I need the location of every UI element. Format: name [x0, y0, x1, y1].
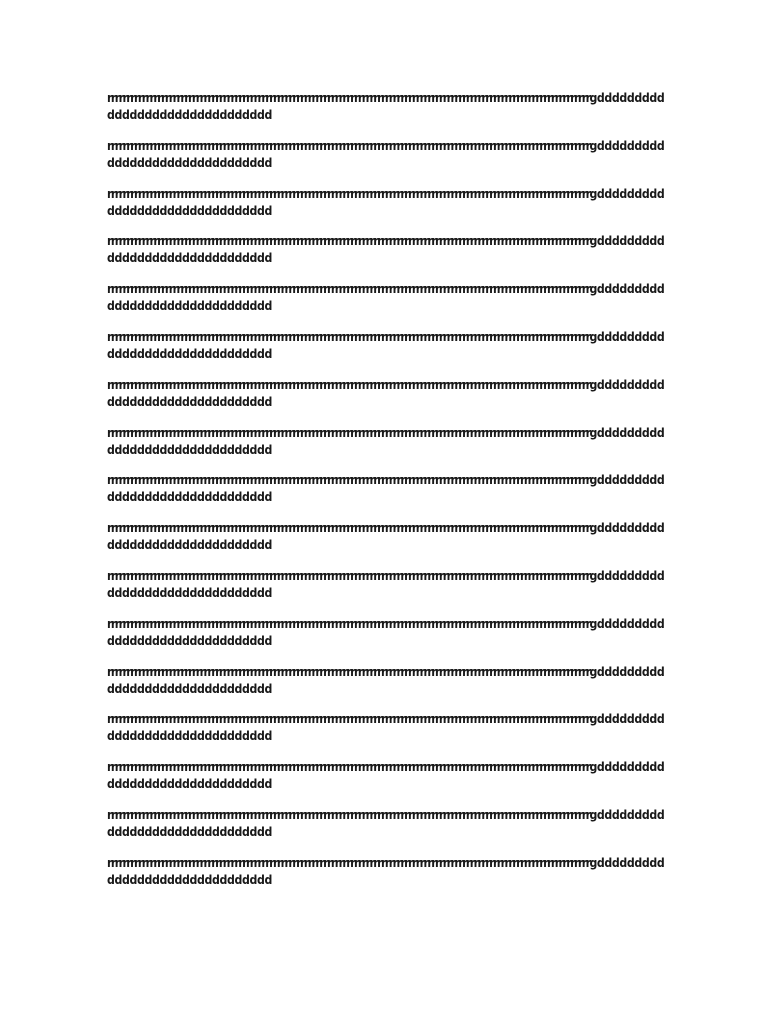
paragraph-line-2: dddddddddddddddddddddd: [107, 872, 272, 887]
paragraph: [107, 281, 667, 329]
paragraph-line-2: dddddddddddddddddddddd: [107, 108, 272, 122]
gd-character-run: gddddddddd: [589, 616, 665, 631]
paragraph-line-1: [107, 759, 667, 776]
paragraph-line-1: [107, 616, 667, 633]
paragraph-line-1: [107, 520, 667, 537]
gd-character-run: gddddddddd: [589, 664, 665, 679]
paragraph: [107, 711, 667, 759]
r-character-run: rrrrrrrrrrrrrrrrrrrrrrrrrrrrrrrrrrrrrrrrrrrrrrrrrrrrrrrrrrrrrrrrrrrrrrrrrrrrrrrrrrrrrrrrrrrrrrrrrrrrrrrrrrrrrrrrrrrrrrrrrrrrr: [107, 760, 590, 775]
gd-character-run: gddddddddd: [589, 138, 665, 153]
gd-character-run: gddddddddd: [589, 473, 665, 488]
paragraph-line-2: dddddddddddddddddddddd: [107, 777, 272, 792]
paragraph-line-2: dddddddddddddddddddddd: [107, 633, 272, 648]
paragraph-line-1: [107, 568, 667, 585]
r-character-run: rrrrrrrrrrrrrrrrrrrrrrrrrrrrrrrrrrrrrrrrrrrrrrrrrrrrrrrrrrrrrrrrrrrrrrrrrrrrrrrrrrrrrrrrrrrrrrrrrrrrrrrrrrrrrrrrrrrrrrrrrrrrr: [107, 807, 590, 822]
gd-character-run: gddddddddd: [589, 760, 665, 775]
r-character-run: rrrrrrrrrrrrrrrrrrrrrrrrrrrrrrrrrrrrrrrrrrrrrrrrrrrrrrrrrrrrrrrrrrrrrrrrrrrrrrrrrrrrrrrrrrrrrrrrrrrrrrrrrrrrrrrrrrrrrrrrrrrrr: [107, 855, 590, 870]
paragraph-line-2: dddddddddddddddddddddd: [107, 538, 272, 553]
r-character-run: rrrrrrrrrrrrrrrrrrrrrrrrrrrrrrrrrrrrrrrrrrrrrrrrrrrrrrrrrrrrrrrrrrrrrrrrrrrrrrrrrrrrrrrrrrrrrrrrrrrrrrrrrrrrrrrrrrrrrrrrrrrrr: [107, 568, 590, 583]
gd-character-run: gddddddddd: [589, 91, 665, 105]
gd-character-run: gddddddddd: [589, 186, 665, 201]
r-character-run: rrrrrrrrrrrrrrrrrrrrrrrrrrrrrrrrrrrrrrrrrrrrrrrrrrrrrrrrrrrrrrrrrrrrrrrrrrrrrrrrrrrrrrrrrrrrrrrrrrrrrrrrrrrrrrrrrrrrrrrrrrrrr: [107, 91, 590, 105]
gd-character-run: gddddddddd: [589, 234, 665, 249]
paragraph-line-1: [107, 138, 667, 155]
paragraph: [107, 472, 667, 520]
paragraph: [107, 186, 667, 234]
r-character-run: rrrrrrrrrrrrrrrrrrrrrrrrrrrrrrrrrrrrrrrrrrrrrrrrrrrrrrrrrrrrrrrrrrrrrrrrrrrrrrrrrrrrrrrrrrrrrrrrrrrrrrrrrrrrrrrrrrrrrrrrrrrrr: [107, 664, 590, 679]
r-character-run: rrrrrrrrrrrrrrrrrrrrrrrrrrrrrrrrrrrrrrrrrrrrrrrrrrrrrrrrrrrrrrrrrrrrrrrrrrrrrrrrrrrrrrrrrrrrrrrrrrrrrrrrrrrrrrrrrrrrrrrrrrrrr: [107, 329, 590, 344]
gd-character-run: gddddddddd: [589, 329, 665, 344]
paragraph-line-1: [107, 377, 667, 394]
gd-character-run: gddddddddd: [589, 855, 665, 870]
r-character-run: rrrrrrrrrrrrrrrrrrrrrrrrrrrrrrrrrrrrrrrrrrrrrrrrrrrrrrrrrrrrrrrrrrrrrrrrrrrrrrrrrrrrrrrrrrrrrrrrrrrrrrrrrrrrrrrrrrrrrrrrrrrrr: [107, 521, 590, 536]
paragraph: [107, 138, 667, 186]
paragraph-line-1: [107, 281, 667, 298]
gd-character-run: gddddddddd: [589, 425, 665, 440]
r-character-run: rrrrrrrrrrrrrrrrrrrrrrrrrrrrrrrrrrrrrrrrrrrrrrrrrrrrrrrrrrrrrrrrrrrrrrrrrrrrrrrrrrrrrrrrrrrrrrrrrrrrrrrrrrrrrrrrrrrrrrrrrrrrr: [107, 282, 590, 297]
paragraph-line-2: dddddddddddddddddddddd: [107, 585, 272, 600]
paragraph: [107, 90, 667, 138]
paragraph-line-2: dddddddddddddddddddddd: [107, 442, 272, 457]
paragraph: [107, 664, 667, 712]
paragraph: [107, 329, 667, 377]
r-character-run: rrrrrrrrrrrrrrrrrrrrrrrrrrrrrrrrrrrrrrrrrrrrrrrrrrrrrrrrrrrrrrrrrrrrrrrrrrrrrrrrrrrrrrrrrrrrrrrrrrrrrrrrrrrrrrrrrrrrrrrrrrrrr: [107, 425, 590, 440]
r-character-run: rrrrrrrrrrrrrrrrrrrrrrrrrrrrrrrrrrrrrrrrrrrrrrrrrrrrrrrrrrrrrrrrrrrrrrrrrrrrrrrrrrrrrrrrrrrrrrrrrrrrrrrrrrrrrrrrrrrrrrrrrrrrr: [107, 377, 590, 392]
paragraph-line-1: [107, 472, 667, 489]
paragraph-line-1: [107, 807, 667, 824]
paragraph: [107, 855, 667, 903]
paragraph-line-2: dddddddddddddddddddddd: [107, 203, 272, 218]
paragraph-line-2: dddddddddddddddddddddd: [107, 251, 272, 266]
paragraph-line-2: dddddddddddddddddddddd: [107, 346, 272, 361]
gd-character-run: gddddddddd: [589, 521, 665, 536]
paragraph-line-1: [107, 711, 667, 728]
r-character-run: rrrrrrrrrrrrrrrrrrrrrrrrrrrrrrrrrrrrrrrrrrrrrrrrrrrrrrrrrrrrrrrrrrrrrrrrrrrrrrrrrrrrrrrrrrrrrrrrrrrrrrrrrrrrrrrrrrrrrrrrrrrrr: [107, 616, 590, 631]
paragraph-line-2: dddddddddddddddddddddd: [107, 299, 272, 314]
gd-character-run: gddddddddd: [589, 807, 665, 822]
paragraph: [107, 425, 667, 473]
paragraph-line-1: [107, 425, 667, 442]
r-character-run: rrrrrrrrrrrrrrrrrrrrrrrrrrrrrrrrrrrrrrrrrrrrrrrrrrrrrrrrrrrrrrrrrrrrrrrrrrrrrrrrrrrrrrrrrrrrrrrrrrrrrrrrrrrrrrrrrrrrrrrrrrrrr: [107, 712, 590, 727]
r-character-run: rrrrrrrrrrrrrrrrrrrrrrrrrrrrrrrrrrrrrrrrrrrrrrrrrrrrrrrrrrrrrrrrrrrrrrrrrrrrrrrrrrrrrrrrrrrrrrrrrrrrrrrrrrrrrrrrrrrrrrrrrrrrr: [107, 186, 590, 201]
r-character-run: rrrrrrrrrrrrrrrrrrrrrrrrrrrrrrrrrrrrrrrrrrrrrrrrrrrrrrrrrrrrrrrrrrrrrrrrrrrrrrrrrrrrrrrrrrrrrrrrrrrrrrrrrrrrrrrrrrrrrrrrrrrrr: [107, 234, 590, 249]
paragraph-line-2: dddddddddddddddddddddd: [107, 490, 272, 505]
paragraph: [107, 377, 667, 425]
paragraph: [107, 807, 667, 855]
paragraph-line-1: [107, 664, 667, 681]
paragraph-line-2: dddddddddddddddddddddd: [107, 681, 272, 696]
paragraph: [107, 233, 667, 281]
paragraph-line-1: [107, 90, 667, 107]
gd-character-run: gddddddddd: [589, 282, 665, 297]
gd-character-run: gddddddddd: [589, 712, 665, 727]
paragraph: [107, 568, 667, 616]
paragraph-line-2: dddddddddddddddddddddd: [107, 729, 272, 744]
paragraph-list: [107, 90, 667, 903]
paragraph-line-1: [107, 186, 667, 203]
gd-character-run: gddddddddd: [589, 568, 665, 583]
paragraph-line-1: [107, 233, 667, 250]
paragraph-line-1: [107, 329, 667, 346]
gd-character-run: gddddddddd: [589, 377, 665, 392]
paragraph-line-1: [107, 855, 667, 872]
paragraph: [107, 616, 667, 664]
r-character-run: rrrrrrrrrrrrrrrrrrrrrrrrrrrrrrrrrrrrrrrrrrrrrrrrrrrrrrrrrrrrrrrrrrrrrrrrrrrrrrrrrrrrrrrrrrrrrrrrrrrrrrrrrrrrrrrrrrrrrrrrrrrrr: [107, 473, 590, 488]
paragraph-line-2: dddddddddddddddddddddd: [107, 394, 272, 409]
paragraph-line-2: dddddddddddddddddddddd: [107, 155, 272, 170]
paragraph: [107, 759, 667, 807]
paragraph-line-2: dddddddddddddddddddddd: [107, 824, 272, 839]
paragraph: [107, 520, 667, 568]
r-character-run: rrrrrrrrrrrrrrrrrrrrrrrrrrrrrrrrrrrrrrrrrrrrrrrrrrrrrrrrrrrrrrrrrrrrrrrrrrrrrrrrrrrrrrrrrrrrrrrrrrrrrrrrrrrrrrrrrrrrrrrrrrrrr: [107, 138, 590, 153]
